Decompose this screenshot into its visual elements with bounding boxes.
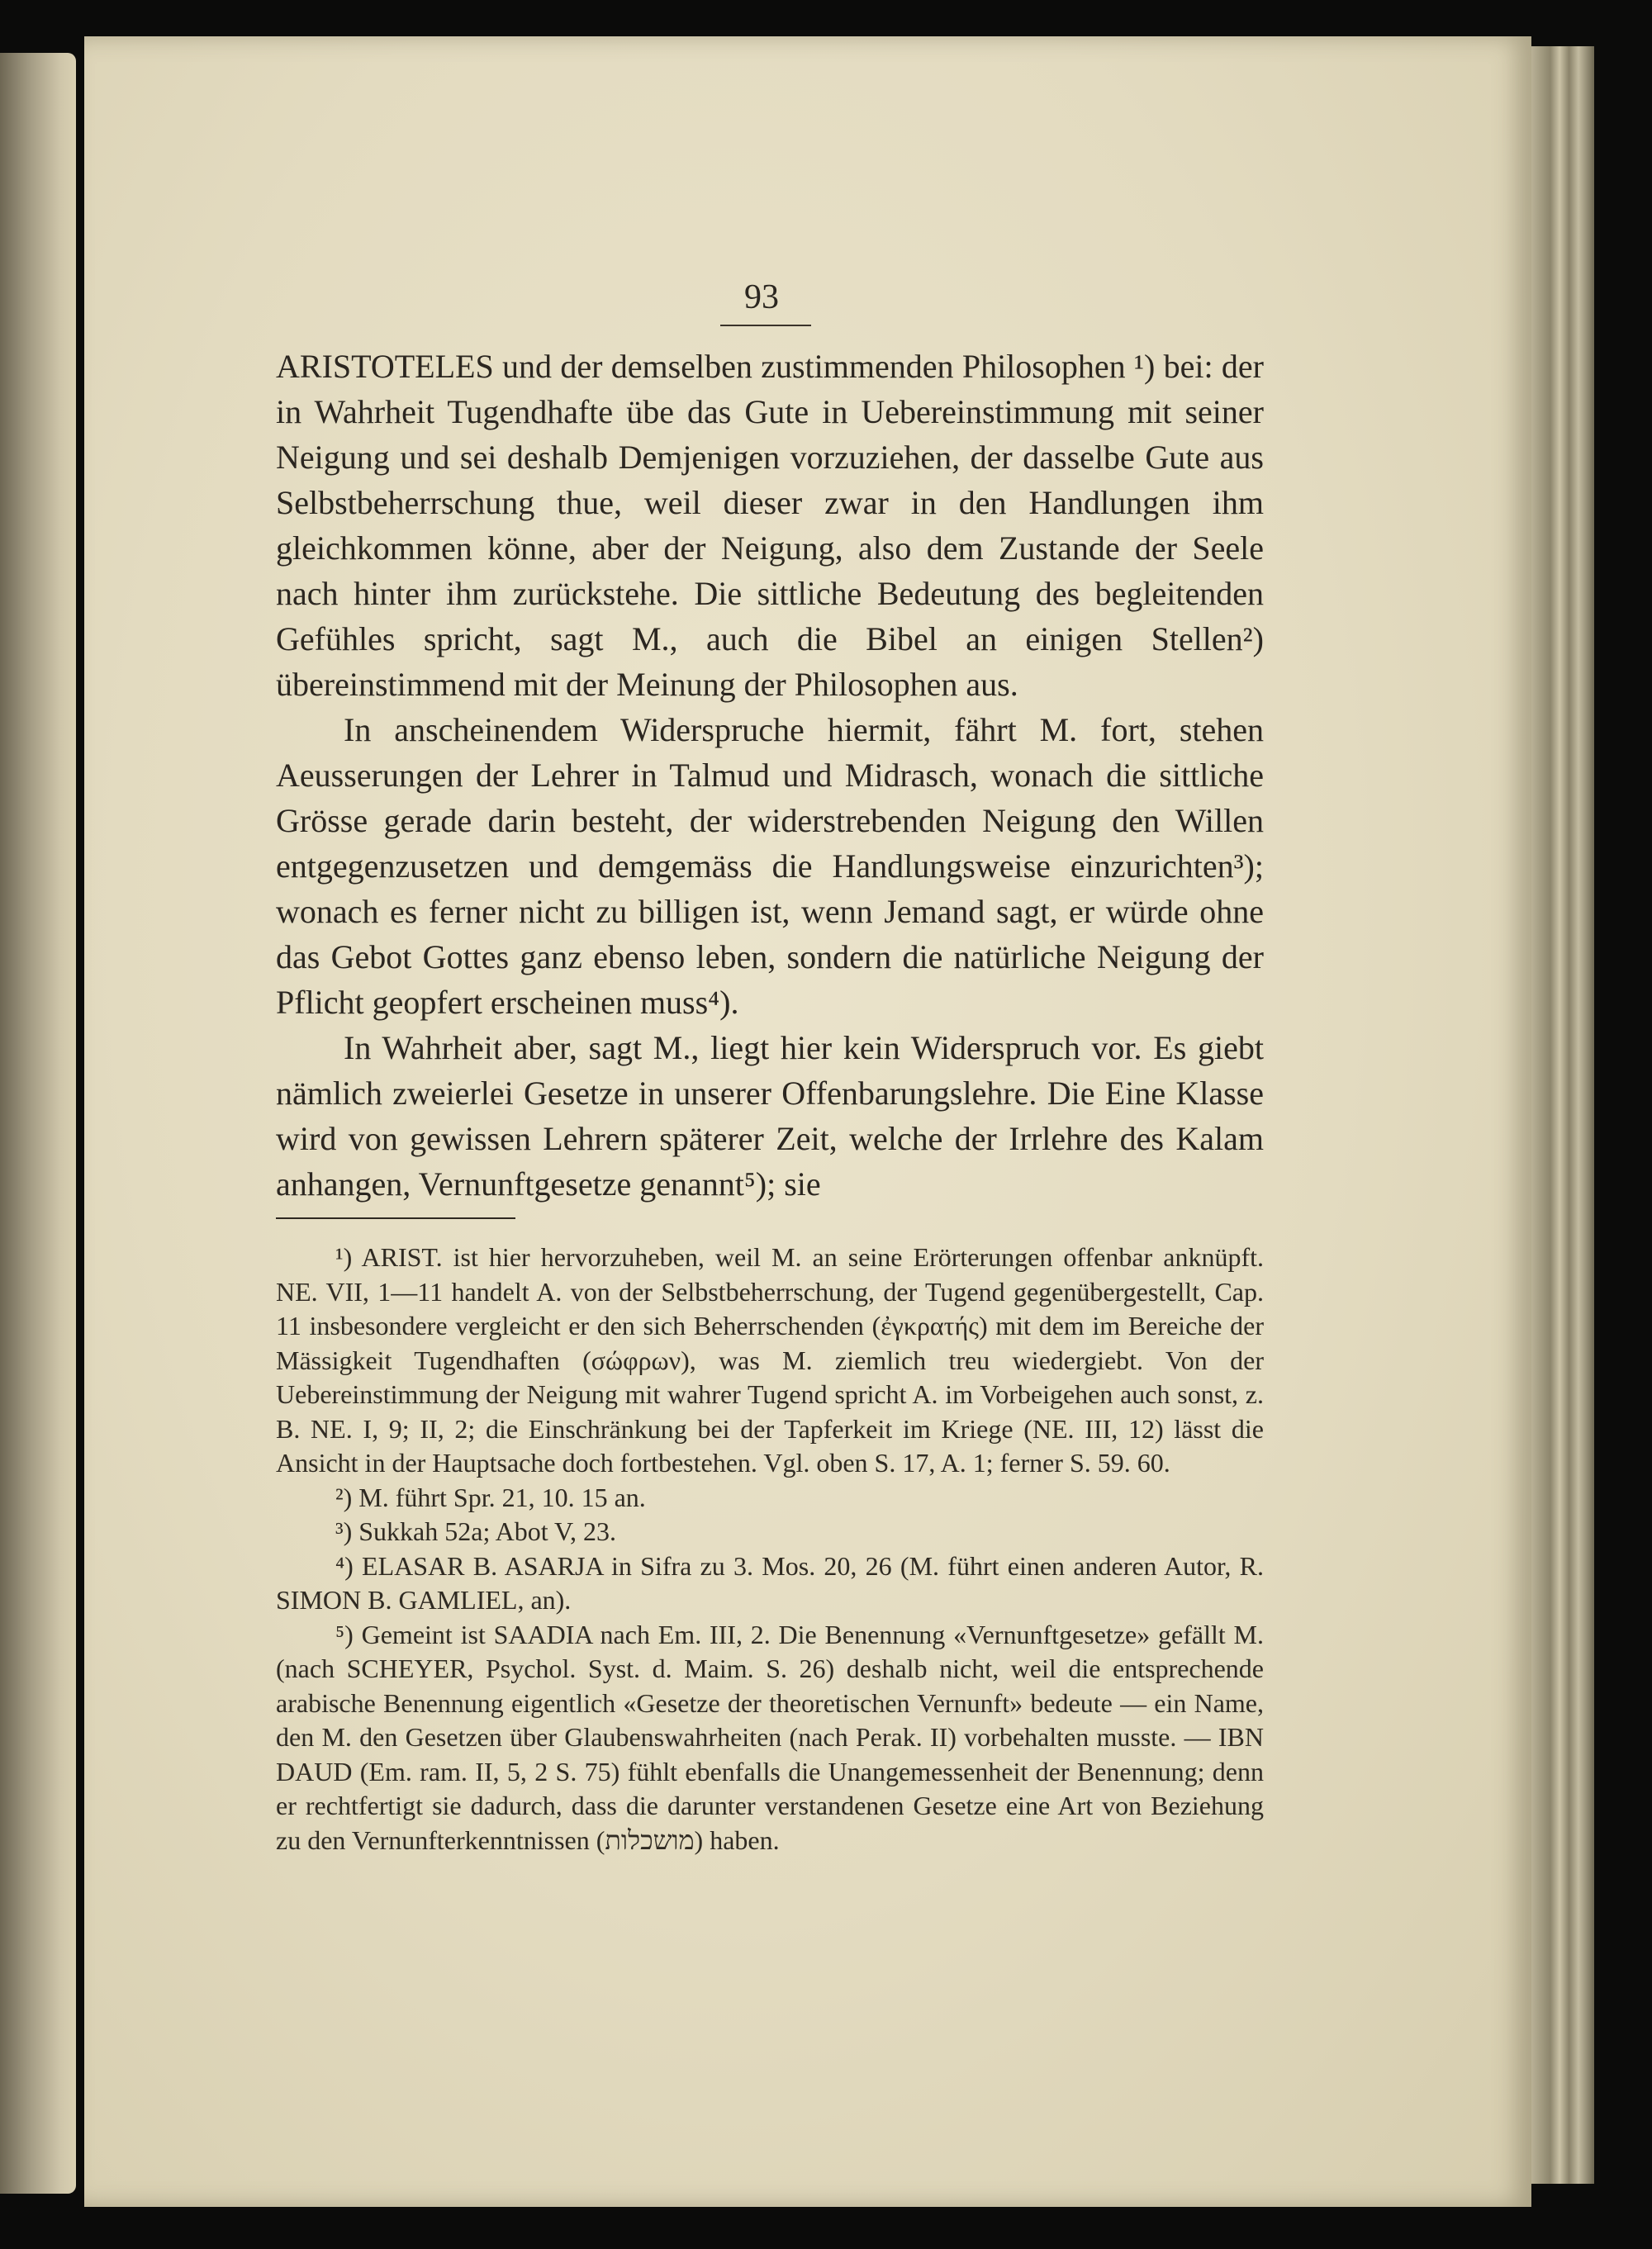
main-text xyxy=(276,344,1264,1207)
paragraph-1: ARISTOTELES und der demselben zustimmenden Philosophen ¹) bei: der in Wahrheit Tugendhafte übe das Gute in Uebereinstimmung mit seiner Neigung und sei deshalb Demjenigen vorzuziehen, der dasselbe Gute aus Selbstbeherrschung thue, weil dieser zwar in den Handlungen ihm gleichkommen könne, aber der Neigung, also dem Zustande der Seele nach hinter ihm zurückstehe. Die sittliche Bedeutung des begleitenden Gefühles spricht, sagt M., auch die Bibel an einigen Stellen²) übereinstimmend mit der Meinung der Philosophen aus. xyxy=(276,348,1264,703)
footnotes xyxy=(276,1241,1264,1858)
paragraph-3: In Wahrheit aber, sagt M., liegt hier kein Widerspruch vor. Es giebt nämlich zweierlei Gesetze in unserer Offenbarungslehre. Die Eine Klasse wird von gewissen Lehrern späterer Zeit, welche der Irrlehre des Kalam anhangen, Vernunftgesetze genannt⁵); sie xyxy=(276,1029,1264,1203)
footnote-1: ¹) ARIST. ist hier hervorzuheben, weil M. an seine Erörterungen offenbar anknüpft. NE. VII, 1—11 handelt A. von der Selbstbeherrschung, der Tugend gegenübergestellt, Cap. 11 insbesondere vergleicht er den sich Beherrschenden (ἐγκρατής) mit dem im Bereiche der Mässigkeit Tugendhaften (σώφρων), was M. ziemlich treu wiedergiebt. Von der Uebereinstimmung der Neigung mit wahrer Tugend spricht A. im Vorbeigehen auch sonst, z. B. NE. I, 9; II, 2; die Einschränkung bei der Tapferkeit im Kriege (NE. III, 12) lässt die Ansicht in der Hauptsache doch fortbestehen. Vgl. oben S. 17, A. 1; ferner S. 59. 60. xyxy=(276,1242,1264,1478)
footnote-rule xyxy=(276,1217,515,1219)
page-stack-edge xyxy=(1531,46,1594,2184)
page-number-rule xyxy=(720,325,811,326)
facing-page-edge xyxy=(0,53,76,2194)
footnote-2: ²) M. führt Spr. 21, 10. 15 an. xyxy=(335,1482,646,1512)
page-number: 93 xyxy=(744,278,779,316)
book-page xyxy=(84,36,1531,2207)
footnote-3: ³) Sukkah 52a; Abot V, 23. xyxy=(335,1516,616,1546)
footnote-4: ⁴) ELASAR B. ASARJA in Sifra zu 3. Mos. 20, 26 (M. führt einen anderen Autor, R. SIMON B. GAMLIEL, an). xyxy=(276,1550,1264,1615)
paragraph-2: In anscheinendem Widerspruche hiermit, fährt M. fort, stehen Aeusserungen der Lehrer in Talmud und Midrasch, wonach die sittliche Grösse gerade darin besteht, der widerstrebenden Neigung den Willen entgegenzusetzen und demgemäss die Handlungsweise einzurichten³); wonach es ferner nicht zu billigen ist, wenn Jemand sagt, er würde ohne das Gebot Gottes ganz ebenso leben, sondern die natürliche Neigung der Pflicht geopfert erscheinen muss⁴). xyxy=(276,711,1264,1021)
footnote-5: ⁵) Gemeint ist SAADIA nach Em. III, 2. Die Benennung «Vernunftgesetze» gefällt M. (nach SCHEYER, Psychol. Syst. d. Maim. S. 26) deshalb nicht, weil die entsprechende arabische Benennung eigentlich «Gesetze der theoretischen Vernunft» bedeute — ein Name, den M. den Gesetzen über Glaubenswahrheiten (nach Perak. II) vorbehalten musste. — IBN DAUD (Em. ram. II, 5, 2 S. 75) fühlt ebenfalls die Unangemessenheit der Benennung; denn er rechtfertigt sie dadurch, dass die darunter verstandenen Gesetze eine Art von Beziehung zu den Vernunfterkenntnissen (מושכלות) haben. xyxy=(276,1619,1264,1855)
